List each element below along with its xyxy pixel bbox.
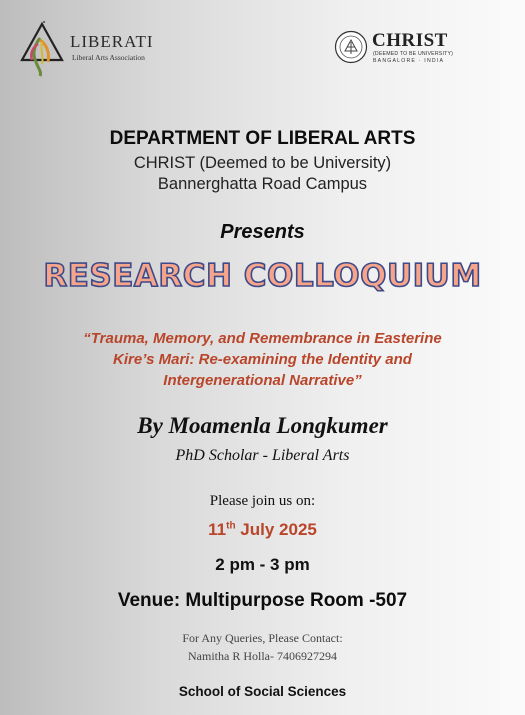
date-suffix: th bbox=[226, 520, 236, 532]
christ-logo bbox=[334, 30, 494, 70]
date-day: 11 bbox=[208, 520, 227, 539]
christ-location: BANGALORE · INDIA bbox=[373, 58, 445, 64]
queries-label: For Any Queries, Please Contact: bbox=[182, 631, 343, 645]
talk-title-line: Intergenerational Narrative” bbox=[163, 372, 362, 389]
department-heading: DEPARTMENT OF LIBERAL ARTS bbox=[109, 128, 416, 149]
christ-name: CHRIST bbox=[372, 30, 448, 51]
contact-info: Namitha R Holla- 7406927294 bbox=[188, 649, 337, 663]
campus-name: Bannerghatta Road Campus bbox=[157, 175, 368, 193]
school-name: School of Social Sciences bbox=[178, 684, 347, 699]
date-month-year: July 2025 bbox=[235, 520, 317, 539]
liberati-logo bbox=[18, 18, 168, 80]
university-name: CHRIST (Deemed to be University) bbox=[133, 154, 392, 172]
christ-seal-icon bbox=[334, 30, 368, 64]
talk-title-line: Kire’s Mari: Re-examining the Identity and bbox=[113, 351, 412, 368]
liberati-triangle-icon bbox=[18, 20, 66, 78]
liberati-tagline: Liberal Arts Association bbox=[72, 53, 145, 62]
event-type-heading: RESEARCH COLLOQUIUM bbox=[43, 258, 482, 294]
christ-subtitle: (DEEMED TO BE UNIVERSITY) bbox=[373, 51, 454, 57]
invite-text: Please join us on: bbox=[209, 493, 316, 509]
speaker-name: By Moamenla Longkumer bbox=[137, 413, 388, 438]
liberati-name: LIBERATI bbox=[70, 32, 154, 51]
event-venue: Venue: Multipurpose Room -507 bbox=[117, 590, 408, 611]
talk-title bbox=[0, 328, 525, 391]
talk-title-line: “Trauma, Memory, and Remembrance in Easterine bbox=[83, 330, 442, 347]
speaker-role: PhD Scholar - Liberal Arts bbox=[175, 447, 350, 464]
event-time: 2 pm - 3 pm bbox=[215, 555, 310, 574]
event-date bbox=[0, 520, 525, 540]
presents-label: Presents bbox=[220, 221, 305, 243]
